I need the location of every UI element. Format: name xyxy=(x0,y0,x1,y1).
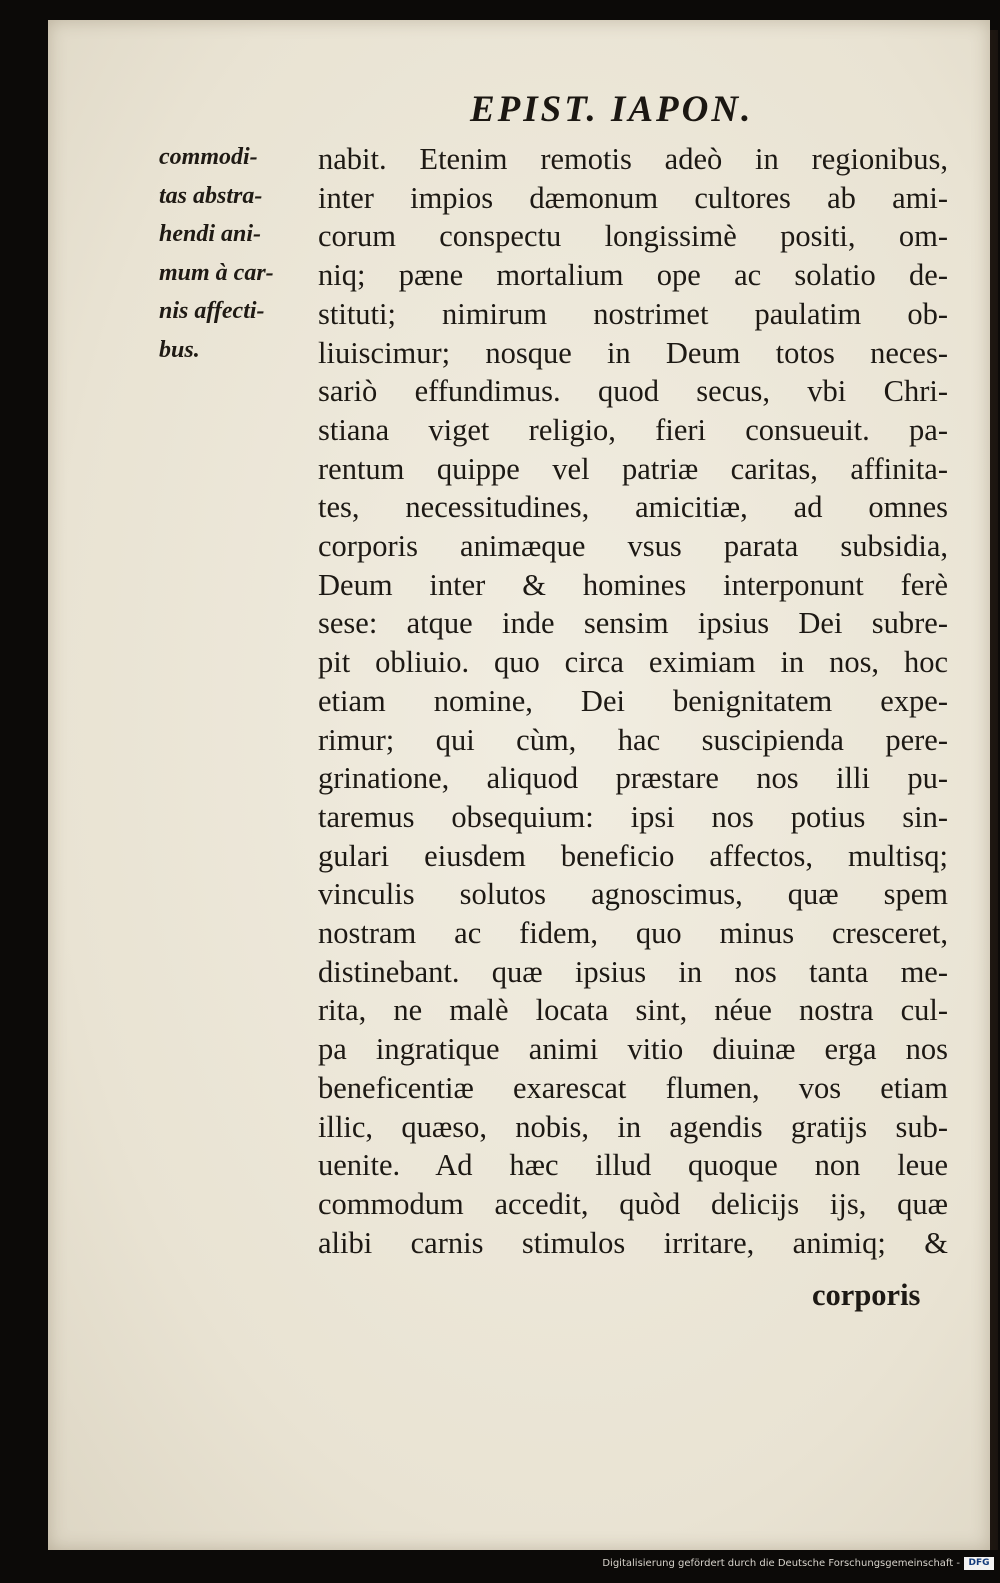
body-line: stiana viget religio, fieri consueuit. pa- xyxy=(318,412,948,447)
body-line: taremus obsequium: ipsi nos potius sin- xyxy=(318,799,948,834)
body-line: stituti; nimirum nostrimet paulatim ob- xyxy=(318,296,948,331)
body-line: nostram ac fidem, quo minus cresceret, xyxy=(318,916,948,951)
margin-note-line: bus. xyxy=(159,336,200,363)
body-line: etiam nomine, Dei benignitatem expe- xyxy=(318,683,948,718)
body-line: grinatione, aliquod præstare nos illi pu- xyxy=(318,761,948,796)
body-line: niq; pæne mortalium ope ac solatio de- xyxy=(318,258,948,293)
margin-note-line: hendi ani- xyxy=(159,221,262,247)
margin-note xyxy=(159,138,319,369)
body-line: pit obliuio. quo circa eximiam in nos, hoc xyxy=(318,645,948,680)
body-line: pa ingratique animi vitio diuinæ erga nos xyxy=(318,1032,948,1067)
margin-note-line: nis affecti- xyxy=(159,298,265,324)
funding-credit: Digitalisierung gefördert durch die Deutsche Forschungsgemeinschaft - xyxy=(602,1558,960,1569)
body-line: corum conspectu longissimè positi, om- xyxy=(318,219,948,254)
body-line: rimur; qui cùm, hac suscipienda pere- xyxy=(318,722,948,757)
catchword: corporis xyxy=(812,1278,921,1312)
body-text xyxy=(318,140,948,1262)
body-line: vinculis solutos agnoscimus, quæ spem xyxy=(318,877,948,912)
body-line: sariò effundimus. quod secus, vbi Chri- xyxy=(318,374,948,409)
margin-note-line: tas abstra- xyxy=(159,182,263,209)
footer-bar xyxy=(0,1552,1000,1583)
body-line: Deum inter & homines interponunt ferè xyxy=(318,567,948,602)
body-line: uenite. Ad hæc illud quoque non leue xyxy=(318,1148,948,1183)
running-head: EPIST. IAPON. xyxy=(470,89,754,130)
body-line: inter impios dæmonum cultores ab ami- xyxy=(318,180,948,215)
body-line: corporis animæque vsus parata subsidia, xyxy=(318,529,948,564)
body-line: sese: atque inde sensim ipsius Dei subre- xyxy=(318,606,948,641)
body-line: nabit. Etenim remotis adeò in regionibus, xyxy=(318,142,948,176)
dfg-logo: DFG xyxy=(964,1557,994,1570)
body-line: illic, quæso, nobis, in agendis gratijs sub- xyxy=(318,1109,948,1144)
body-line: liuiscimur; nosque in Deum totos neces- xyxy=(318,335,948,370)
body-line: tes, necessitudines, amicitiæ, ad omnes xyxy=(318,490,948,525)
body-line: alibi carnis stimulos irritare, animiq; & xyxy=(318,1225,948,1260)
body-line: rita, ne malè locata sint, néue nostra cul- xyxy=(318,993,948,1028)
body-line: rentum quippe vel patriæ caritas, affinita- xyxy=(318,451,948,486)
margin-note-line: mum à car- xyxy=(159,259,274,286)
body-line: distinebant. quæ ipsius in nos tanta me- xyxy=(318,954,948,989)
body-line: beneficentiæ exarescat flumen, vos etiam xyxy=(318,1070,948,1105)
margin-note-line: commodi- xyxy=(159,144,258,170)
body-line: commodum accedit, quòd delicijs ijs, quæ xyxy=(318,1186,948,1221)
body-line: gulari eiusdem beneficio affectos, multisq; xyxy=(318,838,948,873)
